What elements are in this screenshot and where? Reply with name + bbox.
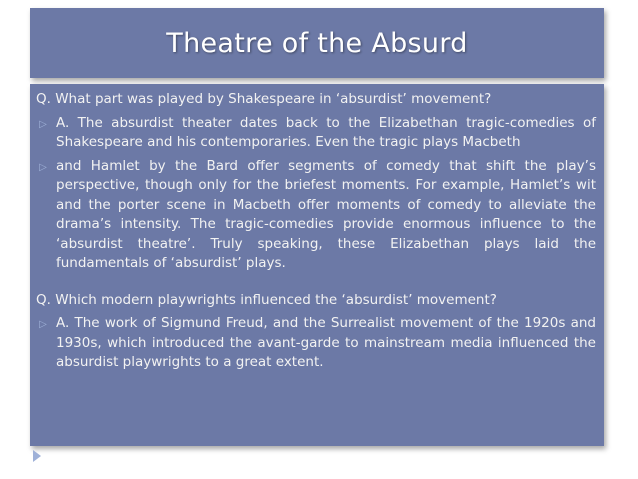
content-panel bbox=[30, 84, 604, 446]
bullet-arrow-icon: ▷ bbox=[39, 319, 47, 330]
question-2: Q. Which modern playwrights influenced the ‘absurdist’ movement? bbox=[36, 291, 497, 308]
bullet-3 bbox=[30, 314, 604, 373]
spacer bbox=[30, 274, 604, 291]
bullet-2-text: and Hamlet by the Bard offer segments of comedy that shift the play’s perspective, though only for the briefest moments. For example, Hamlet’s wit and the porter scene in Macbeth offer moments of comedy to alleviate the drama’s intensity. The tragic-comedies provide enormous influence to the ‘absurdist theatre’. Truly speaking, these Elizabethan plays laid the fundamentals of ‘absurdist’ plays. bbox=[56, 157, 596, 271]
question-1: Q. What part was played by Shakespeare in ‘absurdist’ movement? bbox=[36, 91, 492, 107]
bullet-2 bbox=[30, 157, 604, 274]
bullet-3-text: A. The work of Sigmund Freud, and the Surrealist movement of the 1920s and 1930s, which introduced the avant-garde to mainstream media influenced the absurdist playwrights to a great extent. bbox=[56, 315, 596, 370]
bullet-arrow-icon: ▷ bbox=[39, 118, 47, 130]
title-panel bbox=[30, 8, 604, 78]
next-slide-arrow-icon[interactable] bbox=[33, 450, 41, 462]
bullet-arrow-icon: ▷ bbox=[39, 161, 47, 173]
bullet-1 bbox=[30, 114, 604, 153]
slide-title: Theatre of the Absurd bbox=[166, 27, 468, 59]
bullet-1-text: A. The absurdist theater dates back to the Elizabethan tragic-comedies of Shakespeare and his contemporaries. Even the tragic plays Macbeth bbox=[56, 114, 596, 150]
